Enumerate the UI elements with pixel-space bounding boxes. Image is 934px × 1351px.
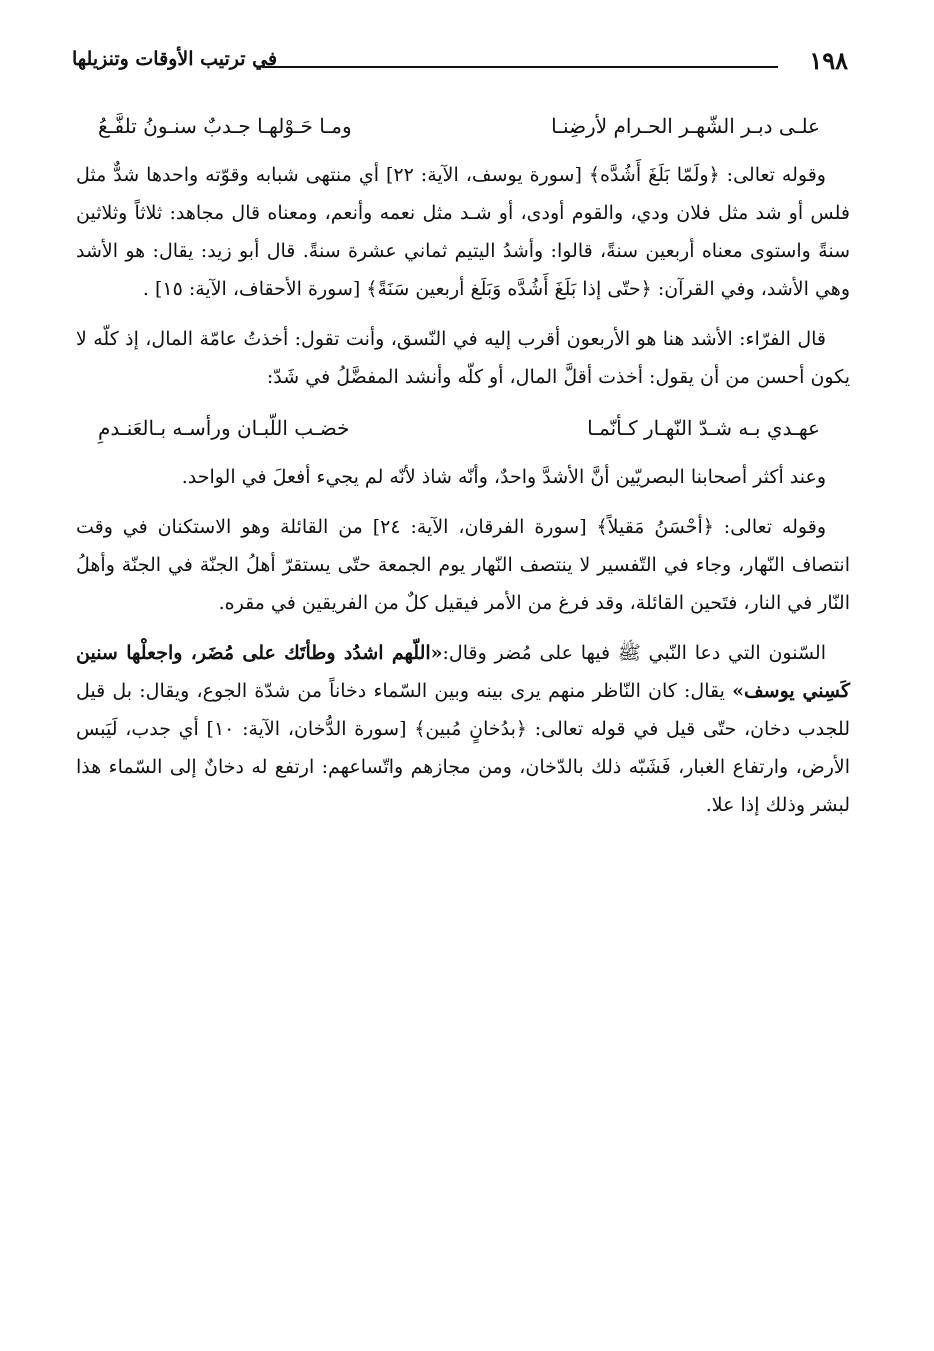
- paragraph: [76, 634, 850, 824]
- poetry-verse: [76, 106, 850, 146]
- paragraph: وقوله تعالى: ﴿ولَمّا بَلَغَ أَشُدَّه﴾ [سورة يوسف، الآية: ٢٢] أي منتهى شبابه وقوّته واحدها شدٌّ مثل فلس أو شد مثل فلان ودي، والقوم أودى، أو شـد مثل نعمه وأنعم، ومعناه قال مجاهد: ثلاثاً وثلاثين سنةً واستوى معناه أربعين سنةً، قالوا: وأشدُ اليتيم ثماني عشرة سنةً. قال أبو زيد: يقال: هو الأشد وهي الأشد، وفي القرآن: ﴿حتّى إذا بَلَغَ أَشُدَّه وَبَلَغ أربعين سَنَةً﴾ [سورة الأحقاف، الآية: ١٥] .: [76, 164, 850, 300]
- verse-second-hemistich: خضـب اللّبـان ورأسـه بـالعَنـدمِ: [98, 416, 350, 440]
- paragraph: قال الفرّاء: الأشد هنا هو الأربعون أقرب إليه في النّسق، وأنت تقول: أخذتُ عامّة المال، إذ كلّه لا يكون أحسن من أن يقول: أخذت أقلَّ المال، أو كلّه وأنشد المفضَّلُ في شَدّ:: [76, 328, 850, 388]
- verse-first-hemistich: عهـدي بـه شـدّ النّهـار كـأنّمـا: [587, 416, 820, 440]
- page-header: [72, 46, 850, 80]
- paragraph: وقوله تعالى: ﴿أحْسَنُ مَقيلاً﴾ [سورة الفرقان، الآية: ٢٤] من القائلة وهو الاستكنان في وقت انتصاف النّهار، وجاء في التّفسير لا ينتصف النّهار يوم الجمعة حتّى يستقرّ أهلُ الجنّة في الجنّة وأهلُ النّار في النار، فتَحين القائلة، وقد فرغ من الأمر فيقيل كلٌ من الفريقين في مقره.: [76, 516, 850, 614]
- page-number: ١٩٨: [809, 46, 848, 75]
- paragraph: وعند أكثر أصحابنا البصريّين أنَّ الأشدَّ واحدٌ، وأنّه شاذ لأنّه لم يجيء أفعلَ في الواحد.: [181, 466, 826, 488]
- header-rule: [262, 66, 778, 68]
- paragraph-text: السّنون التي دعا النّبي ﷺ فيها على مُضر وقال:: [442, 642, 826, 664]
- page-body: [76, 104, 850, 836]
- verse-first-hemistich: علـى دبـر الشّهـر الحـرام لأرضِنـا: [551, 114, 820, 138]
- poetry-verse: [76, 408, 850, 448]
- hadith-quote: «اللّهم اشدُد وطأتَك على مُضَر، واجعلْها سنين كَسِني يوسف»: [76, 642, 851, 702]
- paragraph-text: يقال: كان النّاظر منهم يرى بينه وبين السّماء دخاناً من شدّة الجوع، ويقال: بل قيل للجدب دخان، حتّى قيل في قوله تعالى: ﴿بدُخانٍ مُبين﴾ [سورة الدُّخان، الآية: ١٠] أي جدب، لَيَبس الأرض، وارتفاع الغبار، فَشَبّه ذلك بالدّخان، ومن مجازهم واتّساعهم: ارتفع له دخانٌ إلى السّماء هذا لبشر وذلك إذا علا.: [76, 680, 850, 816]
- verse-second-hemistich: ومـا حَـوْلهـا جـدبٌ سنـونُ تلفَّـعُ: [98, 114, 352, 138]
- running-title: في ترتيب الأوقات وتنزيلها: [72, 48, 278, 70]
